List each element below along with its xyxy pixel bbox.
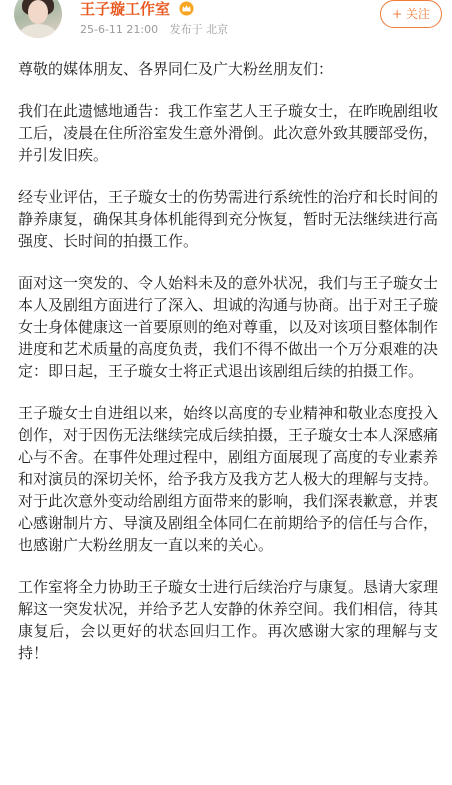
post-paragraph: 尊敬的媒体朋友、各界同仁及广大粉丝朋友们： bbox=[18, 60, 334, 78]
post-paragraph: 我们在此遗憾地通告：我工作室艺人王子璇女士，在昨晚剧组收工后，凌晨在住所浴室发生意外滑倒。此次意外致其腰部受伤，并引发旧疾。 bbox=[18, 102, 439, 164]
post-paragraph: 面对这一突发的、令人始料未及的意外状况，我们与王子璇女士本人及剧组方面进行了深入、坦诚的沟通与协商。出于对王子璇女士身体健康这一首要原则的绝对尊重，以及对该项目整体制作进度和艺术质量的高度负责，我们不得不做出一个万分艰难的决定：即日起，王子璇女士将正式退出该剧组后续的拍摄工作。 bbox=[18, 274, 439, 380]
avatar-body bbox=[20, 24, 56, 38]
post-body bbox=[18, 58, 438, 684]
follow-button[interactable]: + 关注 bbox=[380, 0, 442, 28]
post-location: 发布于 北京 bbox=[169, 23, 229, 36]
post-date: 25-6-11 21:00 bbox=[80, 23, 159, 36]
author-name-row[interactable] bbox=[80, 0, 194, 18]
post-paragraph: 工作室将全力协助王子璇女士进行后续治疗与康复。恳请大家理解这一突发状况，并给予艺人安静的休养空间。我们相信，待其康复后，会以更好的状态回归工作。再次感谢大家的理解与支持！ bbox=[18, 578, 439, 662]
avatar[interactable] bbox=[14, 0, 62, 38]
crown-icon bbox=[179, 1, 194, 16]
avatar-face bbox=[28, 0, 48, 24]
author-name[interactable]: 王子璇工作室 bbox=[80, 0, 171, 18]
post-paragraph: 经专业评估，王子璇女士的伤势需进行系统性的治疗和长时间的静养康复，确保其身体机能得到充分恢复，暂时无法继续进行高强度、长时间的拍摄工作。 bbox=[18, 188, 439, 250]
post-paragraph: 王子璇女士自进组以来，始终以高度的专业精神和敬业态度投入创作，对于因伤无法继续完成后续拍摄，王子璇女士本人深感痛心与不舍。在事件处理过程中，剧组方面展现了高度的专业素养和对演员的深切关怀，给予我方及我方艺人极大的理解与支持。对于此次意外变动给剧组方面带来的影响，我们深表歉意，并衷心感谢制片方、导演及剧组全体同仁在前期给予的信任与合作，也感谢广大粉丝朋友一直以来的关心。 bbox=[18, 404, 439, 554]
post-meta bbox=[80, 23, 236, 37]
post-header bbox=[0, 0, 452, 44]
